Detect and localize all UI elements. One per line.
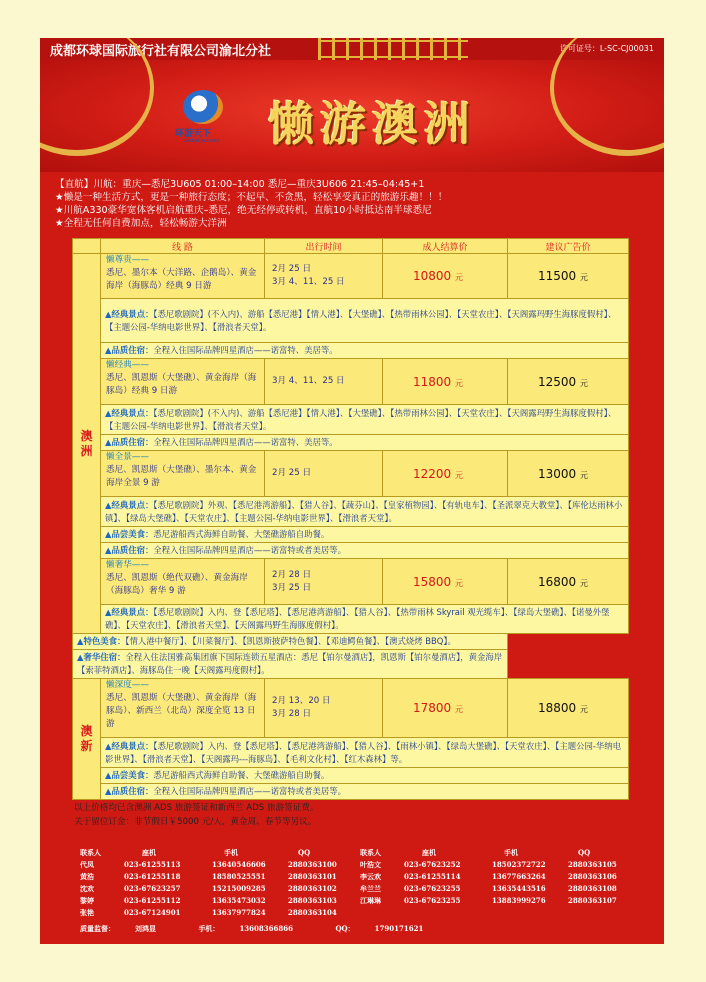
route-cell: [101, 254, 265, 299]
contact-mobile: 18580525551: [212, 872, 266, 881]
contacts-table: [80, 847, 628, 919]
contact-landline: 023-67623252: [404, 860, 461, 869]
note-line: 以上价格均已含澳洲 ADS 旅游签证和新西兰 ADS 旅游签证费。: [74, 803, 319, 813]
header-blank: [73, 239, 101, 254]
license-number: 许可证号：L-SC-CJ00031: [559, 44, 654, 53]
price-cell: [383, 451, 508, 497]
ad-price-value: 11500: [538, 269, 577, 283]
detail-row: [73, 768, 629, 784]
product-name: 懒深度——: [106, 680, 149, 690]
price-value: 17800: [413, 701, 452, 715]
supervisor-label-name: [80, 924, 176, 934]
contact-qq: 2880363107: [568, 896, 617, 905]
contact-name: 李云欢: [360, 872, 381, 881]
notes-block: [74, 801, 319, 829]
route-cell: [101, 451, 265, 497]
curtain-left: [40, 38, 154, 156]
price-cell: [383, 254, 508, 299]
detail-row: [73, 527, 629, 543]
contact-name: 叶浩文: [360, 860, 381, 869]
detail-cell: [101, 497, 629, 527]
contact-mobile: 13635443516: [492, 884, 546, 893]
table-header-row: [73, 239, 629, 254]
price-unit: 元: [580, 578, 589, 588]
price-unit: 元: [455, 578, 464, 588]
detail-value: 【悉尼歌剧院】入内、登【悉尼塔】、【悉尼港湾游船】、【猎人谷】、【雨林小镇】、【绿岛大堡礁】、【天堂农庄】、【主题公园-华纳电影世界】、【滑浪者天堂】、【天阁露玛---海豚岛】、【毛利文化村】、【红木森林】等。: [105, 740, 622, 764]
contact-row: [80, 871, 628, 883]
intro-line: ★懒是一种生活方式，更是一种旅行态度；不起早、不贪黑，轻松享受真正的旅游乐趣！！！: [55, 192, 448, 203]
detail-key: ▲经典景点：: [105, 308, 154, 319]
route-text: 悉尼、凯恩斯（绝代双礁）、黄金海岸（海豚岛）奢华 9 游: [106, 573, 248, 596]
contact-qq: 2880363101: [288, 872, 337, 881]
detail-row: [73, 405, 629, 435]
product-name: 懒奢华——: [106, 560, 149, 570]
dates-cell: [265, 359, 383, 405]
product-name: 懒全景——: [106, 452, 149, 462]
detail-cell: [101, 527, 629, 543]
ad-price-cell: [508, 679, 629, 738]
ad-price-cell: [508, 451, 629, 497]
contact-qq: 2880363108: [568, 884, 617, 893]
dates-cell: [265, 679, 383, 738]
header-mobile: 手机: [224, 848, 238, 857]
ad-price-cell: [508, 559, 629, 605]
product-name: 懒经典——: [106, 360, 149, 370]
date-line: 2月 13、20 日: [272, 696, 331, 706]
contact-row: [80, 883, 628, 895]
header-qq: QQ: [578, 848, 591, 857]
agency-name: 成都环球国际旅行社有限公司渝北分社: [50, 44, 272, 59]
detail-row: [73, 497, 629, 527]
contact-name: 沈欢: [80, 884, 94, 893]
header-route: 线 路: [101, 239, 265, 254]
route-cell: [101, 359, 265, 405]
ad-price-value: 18800: [538, 701, 577, 715]
header-contact: 联系人: [80, 848, 101, 857]
detail-cell: [73, 634, 508, 650]
contact-landline: 023-61255114: [404, 872, 461, 881]
route-text: 悉尼、凯恩斯（大堡礁）、墨尔本、黄金海岸全景 9 游: [106, 465, 257, 488]
price-unit: 元: [580, 470, 589, 480]
intro-line: ★全程无任何自费加点，轻松畅游大洋洲: [55, 218, 227, 229]
price-value: 12200: [413, 466, 452, 481]
quality-supervisor: [80, 924, 463, 934]
detail-row: [73, 343, 629, 359]
contact-name: 江琳琳: [360, 896, 381, 905]
detail-row: [73, 650, 629, 679]
detail-cell: [101, 784, 629, 800]
ad-price-value: 16800: [538, 574, 577, 589]
detail-key: ▲品尝美食：: [105, 529, 154, 539]
header-mobile: 手机: [504, 848, 518, 857]
detail-cell: [101, 435, 629, 451]
header-dates: 出行时间: [265, 239, 383, 254]
contact-name: 黎婷: [80, 896, 94, 905]
detail-value: 悉尼游船西式海鲜自助餐、大堡礁游船自助餐。: [153, 529, 330, 539]
product-table: [72, 238, 629, 800]
globe-icon: [183, 90, 223, 124]
detail-row: [73, 605, 629, 634]
detail-value: 全程入住国际品牌四星酒店——诺富特或者美居等。: [153, 786, 346, 796]
curtain-right: [550, 38, 664, 156]
detail-row: [73, 738, 629, 768]
date-line: 3月 25 日: [272, 582, 312, 593]
contact-name: 张艳: [80, 908, 94, 917]
ad-price-value: 13000: [538, 466, 577, 481]
intro-line: 【直航】川航：重庆—悉尼3U605 01:00–14:00 悉尼—重庆3U606 21:45–04:45+1: [55, 179, 425, 190]
date-line: 2月 25 日: [272, 468, 312, 478]
detail-cell: [101, 543, 629, 559]
detail-key: ▲品尝美食：: [105, 770, 154, 780]
detail-value: 【悉尼歌剧院】外观、【悉尼港湾游船】、【猎人谷】、【蔬芬山】、【皇家植物园】、【有轨电车】、【圣派翠克大教堂】、【库伦达雨林小镇】、【绿岛大堡礁】、【天堂农庄】、【主题公园-华纳电影世界】、【滑浪者天堂】。: [105, 499, 623, 523]
price-unit: 元: [455, 705, 464, 714]
contact-name: 代凤: [80, 860, 94, 869]
contact-landline: 023-67623255: [404, 884, 461, 893]
date-line: 3月 4、11、25 日: [272, 277, 345, 287]
dates-cell: [265, 451, 383, 497]
detail-value: 【悉尼歌剧院】入内、登【悉尼塔】、【悉尼港湾游船】、【猎人谷】、【热带雨林 Skyrail 观光缆车】、【绿岛大堡礁】、【诺曼外堡礁】、【天堂农庄】、【滑浪者天堂】、【天阁露玛野生海豚度假村】。: [105, 607, 610, 630]
supervisor-mobile-label: 手机：: [198, 924, 220, 933]
contact-name: 黄浩: [80, 872, 94, 881]
ad-price-cell: [508, 254, 629, 299]
contact-landline: 023-67623257: [124, 884, 181, 893]
contact-mobile: 18502372722: [492, 860, 546, 869]
detail-key: ▲特色美食：: [77, 636, 126, 646]
contact-landline: 023-61255112: [124, 896, 181, 905]
region-aus-nz: 澳 新: [73, 679, 101, 800]
page-title: 懒游澳洲: [268, 97, 476, 151]
detail-value: 全程入住法国雅高集团旗下国际连锁五星酒店：悉尼【铂尔曼酒店】，凯恩斯【铂尔曼酒店】，黄金海岸【索菲特酒店】、海豚岛住一晚【天阁露玛度假村】。: [77, 652, 503, 675]
price-cell: [383, 559, 508, 605]
detail-value: 全程入住国际品牌四星酒店——诺富特或者美居等。: [153, 545, 346, 555]
header-landline: 座机: [422, 848, 436, 857]
contact-qq: 2880363102: [288, 884, 337, 893]
price-unit: 元: [455, 470, 464, 480]
detail-value: 全程入住国际品牌四星酒店——诺富特、美居等。: [153, 437, 338, 447]
contact-row: [80, 859, 628, 871]
contact-qq: 2880363106: [568, 872, 617, 881]
contact-qq: 2880363100: [288, 860, 337, 869]
supervisor-qq: 1790171621: [374, 924, 424, 933]
price-unit: 元: [580, 705, 589, 714]
header-contact: 联系人: [360, 848, 381, 857]
price-unit: 元: [580, 378, 589, 388]
route-text: 悉尼、凯恩斯（大堡礁）、黄金海岸（海豚岛）、新西兰（北岛）深度全览 13 日游: [106, 693, 257, 729]
contact-landline: 023-67124901: [124, 908, 181, 917]
detail-value: 全程入住国际品牌四星酒店——诺富特、美居等。: [153, 345, 338, 355]
contact-mobile: 13637977824: [212, 908, 266, 917]
date-line: 2月 28 日: [272, 569, 312, 580]
detail-value: 【悉尼歌剧院】(不入内)、游船【悉尼港】【情人港】、【大堡礁】、【热带雨林公园】、【天堂农庄】、【天阁露玛野生海豚度假村】、【主题公园-华纳电影世界】、【滑浪者天堂】。: [105, 407, 617, 431]
header-price: 成人结算价: [383, 239, 508, 254]
route-text: 悉尼、凯恩斯（大堡礁）、黄金海岸（海豚岛）经典 9 日游: [106, 373, 257, 396]
detail-row: [73, 543, 629, 559]
contact-landline: 023-61255118: [124, 872, 181, 881]
detail-cell: [101, 299, 629, 343]
route-text: 悉尼、墨尔本（大洋路、企鹅岛）、黄金海岸（海豚岛）经典 9 日游: [106, 268, 257, 291]
detail-row: [73, 435, 629, 451]
logo-text: 环游天下: [175, 129, 212, 139]
table-row: [73, 559, 629, 605]
note-line: 关于留位订金：非节假日￥5000 元/人，黄金周、春节等另议。: [74, 817, 317, 827]
contact-qq: 2880363103: [288, 896, 337, 905]
contacts-header: [80, 847, 628, 859]
contact-mobile: 15215009285: [212, 884, 266, 893]
price-value: 11800: [413, 374, 452, 389]
supervisor-label: 质量监督：: [80, 924, 115, 933]
date-line: 3月 4、11、25 日: [272, 376, 345, 386]
detail-key: ▲品质住宿：: [105, 786, 154, 796]
detail-key: ▲品质住宿：: [105, 345, 154, 355]
intro-block: [55, 178, 665, 230]
price-value: 10800: [413, 269, 452, 283]
region-australia: 澳 洲: [73, 254, 101, 634]
supervisor-mobile-group: [198, 924, 313, 934]
route-cell: [101, 559, 265, 605]
table-row: [73, 359, 629, 405]
detail-row: [73, 634, 629, 650]
detail-key: ▲经典景点：: [105, 499, 154, 510]
contact-name: 牟兰兰: [360, 884, 381, 893]
intro-line: ★川航A330豪华宽体客机启航重庆–悉尼，绝无经停或转机，直航10小时抵达南半球悉尼: [55, 205, 432, 216]
contact-row: [80, 895, 628, 907]
table-row: [73, 679, 629, 738]
agency-logo: [175, 90, 235, 150]
detail-cell: [101, 343, 629, 359]
dates-cell: [265, 559, 383, 605]
detail-cell: [101, 405, 629, 435]
route-cell: [101, 679, 265, 738]
fret-ornament: [318, 38, 468, 60]
supervisor-qq-group: [335, 924, 443, 934]
detail-cell: [101, 605, 629, 634]
price-value: 15800: [413, 574, 452, 589]
logo-subtext: Global Journey: [183, 138, 220, 144]
table-row: [73, 254, 629, 299]
product-name: 懒尊贵——: [106, 255, 149, 265]
table-row: [73, 451, 629, 497]
contact-landline: 023-67623255: [404, 896, 461, 905]
header-ad-price: 建议广告价: [508, 239, 629, 254]
detail-cell: [101, 738, 629, 768]
detail-row: [73, 299, 629, 343]
detail-value: 【情人港中餐厅】、【川菜餐厅】、【凯恩斯披萨特色餐】、【邓迪鳄鱼餐】、【澳式烧烤 BBQ】。: [125, 636, 456, 646]
detail-row: [73, 784, 629, 800]
date-line: 2月 25 日: [272, 264, 312, 274]
header-qq: QQ: [298, 848, 311, 857]
contact-mobile: 13640546606: [212, 860, 266, 869]
header-landline: 座机: [142, 848, 156, 857]
ad-price-cell: [508, 359, 629, 405]
detail-value: 悉尼游船西式海鲜自助餐、大堡礁游船自助餐。: [153, 770, 330, 780]
detail-key: ▲经典景点：: [105, 607, 154, 617]
detail-key: ▲经典景点：: [105, 407, 154, 418]
detail-key: ▲品质住宿：: [105, 545, 154, 555]
ad-price-value: 12500: [538, 374, 577, 389]
supervisor-name: 刘鸿显: [135, 924, 156, 933]
contact-landline: 023-61255113: [124, 860, 181, 869]
detail-cell: [73, 650, 508, 679]
detail-key: ▲经典景点：: [105, 740, 154, 751]
detail-value: 【悉尼歌剧院】(不入内)、游船【悉尼港】【情人港】、【大堡礁】、【热带雨林公园】、【天堂农庄】、【天阁露玛野生海豚度假村】、【主题公园-华纳电影世界】、【滑浪者天堂】。: [105, 308, 617, 332]
supervisor-qq-label: QQ：: [335, 924, 355, 933]
contact-qq: 2880363104: [288, 908, 337, 917]
detail-key: ▲品质住宿：: [105, 437, 154, 447]
contact-qq: 2880363105: [568, 860, 617, 869]
detail-cell: [101, 768, 629, 784]
price-unit: 元: [580, 273, 589, 282]
supervisor-mobile: 13608366866: [239, 924, 294, 933]
detail-key: ▲奢华住宿：: [77, 652, 126, 662]
price-unit: 元: [455, 273, 464, 282]
contact-mobile: 13635473032: [212, 896, 266, 905]
title-stage: [40, 60, 664, 172]
contact-mobile: 13677663264: [492, 872, 546, 881]
price-cell: [383, 359, 508, 405]
contact-mobile: 13883999276: [492, 896, 546, 905]
contact-row: [80, 907, 628, 919]
price-unit: 元: [455, 378, 464, 388]
dates-cell: [265, 254, 383, 299]
date-line: 3月 28 日: [272, 709, 312, 719]
price-cell: [383, 679, 508, 738]
